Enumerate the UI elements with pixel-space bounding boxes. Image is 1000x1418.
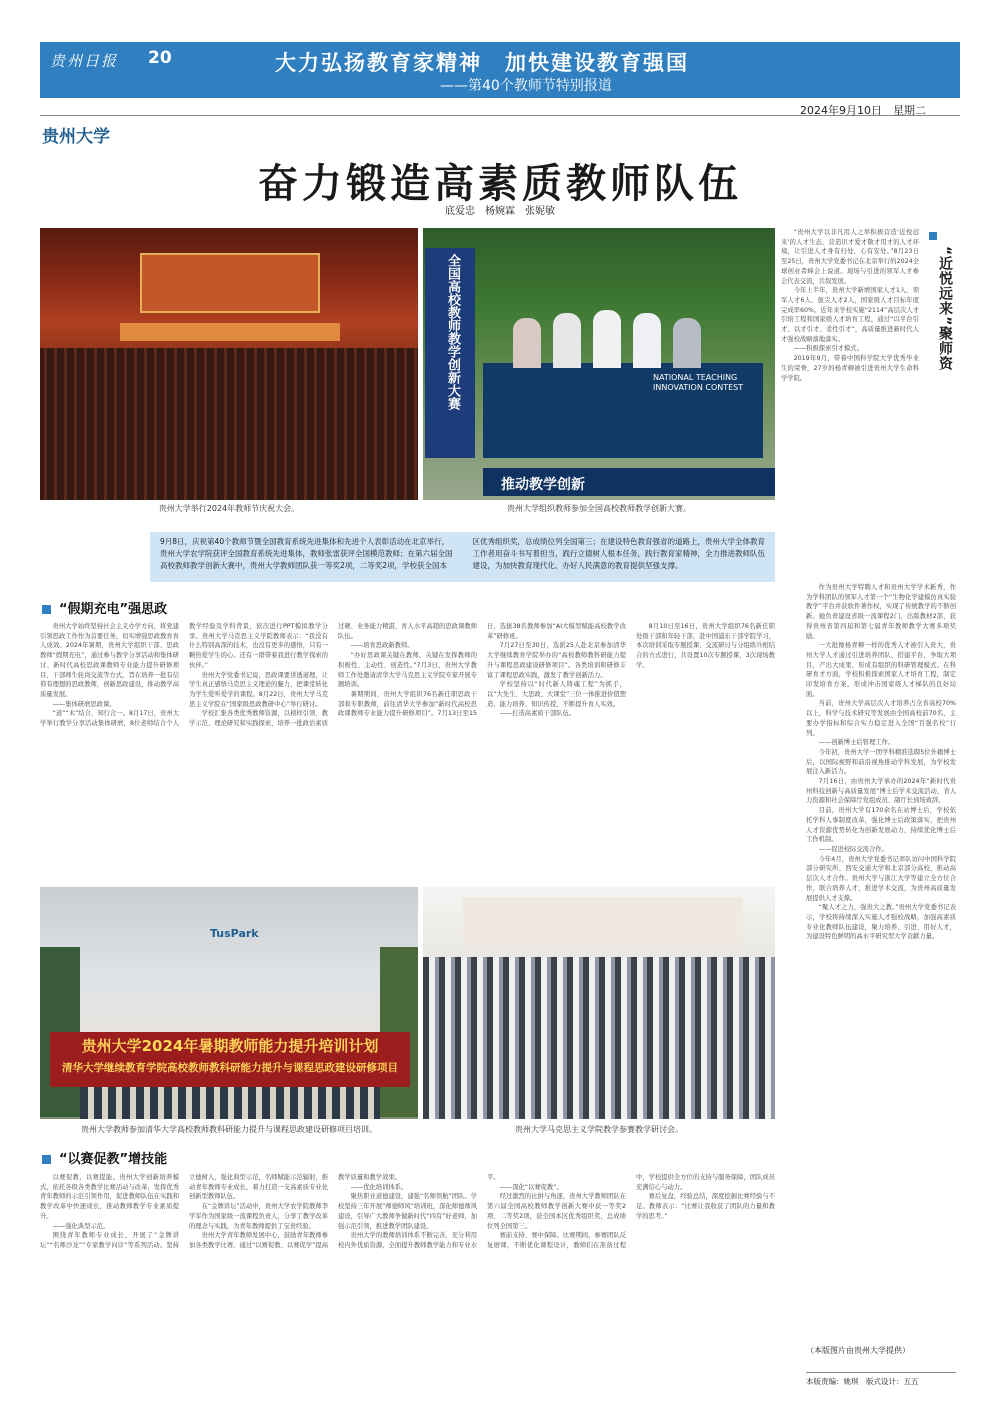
editor-credit: 本版责编：姚琪 版式设计：五五 <box>806 1372 956 1388</box>
contest-slogan: 推动教学创新 <box>483 468 775 496</box>
header-title: 大力弘扬教育家精神 加快建设教育强国 <box>275 51 689 75</box>
photo-contest-caption: 贵州大学组织教师参加全国高校教师教学创新大赛。 <box>507 504 691 513</box>
sidebar-body-2: 作为贵州大学特聘人才和贵州大学学术新秀，作为学科团队的领军人才第一个“生物化学建模仿真实验教学”平台并获软件著作权，实现了传统教学的不断创新。她负责建设省级一流课程2门，出版教材2部，获得贵州省第四届和第七届青年教师教学大赛多项奖励。 一大批像杨青柳一样的优秀人才被引入贵大，贵州大学人才通过引进培养团队、搭建平台，争取大项目，产出大成果，形成有组织的科研管理模式。在科研育才方面，学校积极探索国家人才培育工程，制定印发培育方案，形成冲击国家级人才梯队的良好局面。 当前，贵州大学高层次人才培养占全省高校70%以上，科学与技术研究等发展由全国高校前70名，主要办学指标和综合实力稳定进入全国“百强名校”行列。 ——创新博士后管理工作。 今年初，贵州大学一团学科精准选聘5位外籍博士后，以国际视野和前沿视角推动学科发展，为学校发展注入新活力。 7月16日，由贵州大学承办的2024年“新时代贵州科技创新与高质量发展”博士后学术交流活动，省人力资源和社会保障厅党组成员、副厅长到场致辞。 目前，贵州大学有170余名在站博士后，学校依托学科人事制度改革，强化博士后政策落实，把贵州人才资源优势转化为创新发展动力，持续优化博士后工作机制。 ——促进校际交流合作。 今年4月，贵州大学党委书记率队访问中国科学院部分研究所、西安交通大学和北京部分高校，推动高层次人才合作。贵州大学与浙江大学等建立全方位合作，联合培养人才，推进学术交流，为贵州高质量发展提供人才支撑。 “聚人才之力，强贵大之教。”贵州大学党委书记表示，学校将持续深入实施人才强校战略，加强高素质专业化教师队伍建设，聚力培养、引进、用好人才，为建设特色鲜明的高水平研究型大学贡献力量。 <box>806 584 956 941</box>
section-title-1 <box>42 598 167 617</box>
photo-contest <box>423 228 775 500</box>
section-square-icon <box>42 1155 51 1164</box>
photo-seminar <box>423 887 775 1119</box>
photo-training-caption: 贵州大学教师参加清华大学高校教师教科研能力提升与课程思政建设研修项目培训。 <box>81 1125 377 1134</box>
tuspark-logo: TusPark <box>210 927 259 940</box>
group-of-people <box>513 318 713 368</box>
header-subtitle: ——第40个教师节特别报道 <box>440 78 612 94</box>
seated-audience <box>423 957 775 1119</box>
contest-english: NATIONAL TEACHING INNOVATION CONTEST <box>653 373 744 392</box>
article-byline: 底爱忠 杨婉霖 张妮敏 <box>445 206 555 217</box>
banner-line-2: 清华大学继续教育学院高校教师教科研能力提升与课程思政建设研修项目 <box>62 1062 398 1074</box>
section-title-text: “假期充电”强思政 <box>59 602 168 617</box>
banner-line-1: 贵州大学2024年暑期教师能力提升培训计划 <box>81 1037 379 1055</box>
audience <box>40 348 418 500</box>
sidebar-title: “近悦远来”聚师资 <box>937 246 953 372</box>
contest-banner: 全国高校教师教学创新大赛 <box>425 248 475 458</box>
section-square-icon <box>42 605 51 614</box>
article-headline: 奋力锻造高素质教师队伍 <box>258 160 742 207</box>
stage-screen <box>140 253 320 313</box>
sidebar-title-box <box>925 232 955 422</box>
issue-date: 2024年9月10日 星期二 <box>800 104 926 117</box>
group-of-teachers <box>80 1087 380 1119</box>
divider <box>40 115 960 116</box>
stage <box>120 323 340 341</box>
photo-ceremony-caption: 贵州大学举行2024年教师节庆祝大会。 <box>158 504 300 513</box>
intro-box: 9月8日，庆祝第40个教师节暨全国教育系统先进集体和先进个人表彰活动在北京举行，贵州大学农学院获评全国教育系统先进集体，教师张雷获评全国模范教师；在第六届全国高校教师教学创新大赛中，贵州大学教师团队获一等奖2项，二等奖2项，学校获全国本区优秀组织奖，总成绩位列全国第三；在建设特色教育强省的道路上，贵州大学全体教育工作者用奋斗书写着担当，践行立德树人根本任务，践行教育家精神，全力推进教师队伍建设，为加快教育现代化、办好人民满意的教育提供坚强支撑。 <box>150 532 775 582</box>
photo-seminar-caption: 贵州大学马克思主义学院教学参赛教学研讨会。 <box>515 1125 683 1134</box>
section-square-icon <box>929 232 937 240</box>
newspaper-logo: 贵州日报 <box>50 52 119 70</box>
ceiling <box>463 897 743 947</box>
contest-board <box>483 363 763 458</box>
photo-ceremony <box>40 228 418 500</box>
sidebar-body: “贵州大学以非凡用人之举积极营造‘近悦远来’的人才生态，营造识才爱才敬才用才的人才环境，让引进人才身有归处、心有安处。”8月23日至25日，贵州大学党委书记在北京举行的2024全球创业者峰会上说道。现场与引进的领军人才参会代表交流，共叙发展。 今年上半年，贵州大学新增国家人才1人、领军人才6人、拔尖人才2人，国家级人才目标年度完成率60%。近年来学校实施“2114”高层次人才引培工程和国家级人才培育工程，通过“以平台引才、以才引才、柔性引才”，高质量推进新时代人才强校战略落地落实。 ——积极探索引才模式。 2019年9月，带着中国科学院大学优秀毕业生的荣誉，27岁的杨青柳被引进贵州大学生命科学学院。 <box>781 229 919 382</box>
photo-training <box>40 887 418 1119</box>
university-label: 贵州大学 <box>42 127 110 147</box>
page-number: 20 <box>148 48 172 68</box>
section-2-body: 以赛促教，以赛提能。贵州大学创新培养模式，依托各级各类教学比赛活动与改革，发挥优秀青年教师的示范引领作用，促进教师队伍在实践和教学改革中快速成长，推动教师教学专业素质提升。 ——强化典型示范。 围绕青年教师专业成长，开展了“金牌讲坛”“名师沙龙”“专家教学问诊”等系列活动。坚持立德树人，强化典型示范，名师赋能示范辐射，推动青年教师专业成长，着力打造一支高素质专业化创新型教师队伍。 在“金牌讲坛”活动中，贵州大学农学院教师李学军作为国家级一流课程负责人，分享了教学改革的理念与实践，为青年教师提供了宝贵经验。 贵州大学青年教师发展中心，鼓励青年教师参加各类教学比赛，通过“以赛促教、以赛促学”提高教学质量和教学效果。 ——优化培训体系。 聚焦职业道德建设，建强“名师领航”团队。学校坚持三年开展“师德师风”培训班，深化师德师风建设，引导广大教师争做新时代“四有”好老师，加强示范引领，推进教学团队建设。 贵州大学的教师培训体系不断完善，充分利用校内外优质资源，全面提升教师教学能力和专业水平。 ——深化“以赛促教”。 经过激烈的比拼与角逐，贵州大学教师团队在第六届全国高校教师教学创新大赛中获一等奖2项、二等奖2项，获全国本区优秀组织奖，总成绩位列全国第三。 赛前支持、赛中保障。比赛期间，参赛团队反复磨课，不断优化课程设计，教师们在准备过程中，学校提供全方位的支持与服务保障，团队成员充满信心与动力。 赛后复盘，经验总结，深度挖掘比赛经验与不足。教师表示：“比赛让我收获了团队的力量和教学的思考。” <box>40 1174 775 1249</box>
photo-credit-note: （本版图片由贵州大学提供） <box>806 1346 910 1355</box>
page-header <box>40 42 960 98</box>
section-title-2 <box>42 1148 167 1167</box>
training-banner <box>50 1032 410 1087</box>
section-1-body: 贵州大学始终坚持社会主义办学方向，将党建引领思政工作作为首要任务，切实增强思政教育育人成效。2024年暑期，贵州大学组织干部、思政教师“假期充电”，通过参与教学分享活动和集体研讨、新时代高校思政课教师专业能力提升研修项目、干部师生轮岗交流等方式，旨在培养一批有信仰有理想的思政教师，创新思政建设，推动教学高质量发展。 ——集体研磨思政课。 “道”“术”结合，知行合一。8月17日，贵州大学举行教学分享活动集体研磨，8位老师结合个人教学经验及学科背景，依次进行PPT模拟教学分享。贵州大学马克思主义学院教师表示：“我没有什么特别高深的技术，也没有更多的感悟，只有一颗热爱学生的心。还有一群带着我进行教学探索的伙伴。” 贵州大学党委书记说，思政课要讲透道理，让学生真正感悟马克思主义理论的魅力，把课堂转化为学生爱听爱学的课程。8月22日，贵州大学马克思主义学院在“国家级思政教研中心”举行研讨。 学校汇集各类优秀教师资源，以榜样引领、教学示范、理论研究和实践探索，培养一批政治素质过硬、业务能力精湛、育人水平高超的思政课教师队伍。 ——培育思政新教师。 “办好思政课关键在教师，关键在发挥教师的积极性、主动性、创造性。”7月3日，贵州大学教师工作处邀请清华大学马克思主义学院专家开展专题培训。 暑期期间，贵州大学组织76名新任职思政干部和专职教师，前往清华大学参加“新时代高校思政课教师专业能力提升研修项目”。7月13日至15日，选拔38名教师参加“AI大模型赋能高校教学改革”研修班。 7月27日至30日，选派25人赴北京参加清华大学继续教育学院举办的“高校教师教科研能力提升与课程思政建设研修项目”。各类培训和研修丰富了课程思政实践，激发了教学创新活力。 学校坚持以“时代新人铸魂工程”为抓手，以“大先生、大思政、大课堂”三位一体推进价值塑造、能力培养、知识传授，不断提升育人实效。 ——打造高素质干部队伍。 8月10日至16日，贵州大学组织76名新任职处级干部和年轻干部，赴中国浦东干部学院学习，本次培训采取专题授课、交流研讨与分组练兵相结合的方式进行，共设置10次专题授课、3次现场教学。 <box>40 623 775 728</box>
section-title-text: “以赛促教”增技能 <box>59 1152 168 1167</box>
